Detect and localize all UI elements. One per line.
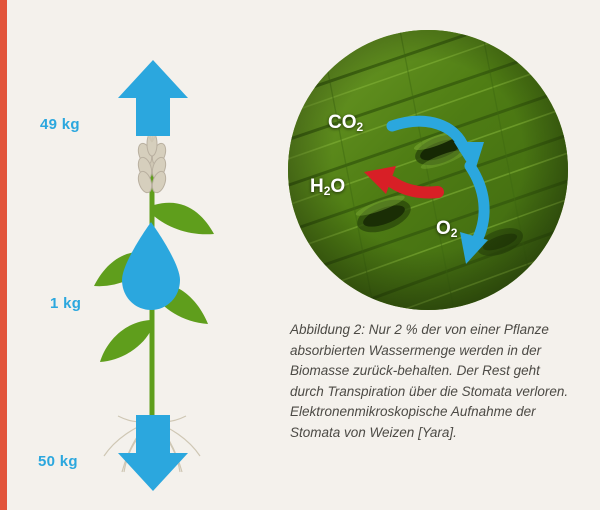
left-accent-bar <box>0 0 7 510</box>
figure-caption: Abbildung 2: Nur 2 % der von einer Pflanze absorbierten Wassermenge werden in der Biomasse zurück-behalten. Der Rest geht durch Transpiration über die Stomata verloren. Elektronenmikroskopische Aufnahme der Stomata von Weizen [Yara]. <box>290 322 569 440</box>
plant-water-balance-diagram <box>18 20 268 490</box>
label-o2 <box>436 218 457 240</box>
micrograph-image <box>288 30 568 310</box>
water-drop-icon <box>118 220 184 312</box>
h2o-text2: O <box>330 176 346 197</box>
label-uptake: 50 kg <box>38 453 78 470</box>
label-transpiration: 49 kg <box>40 116 80 133</box>
h2o-text: H <box>310 176 324 197</box>
label-biomass: 1 kg <box>50 295 82 312</box>
co2-sub: 2 <box>356 120 364 134</box>
o2-text: O <box>436 218 451 239</box>
arrow-down-icon <box>116 415 190 493</box>
arrow-up-icon <box>116 58 190 138</box>
label-co2 <box>328 112 363 134</box>
h2o-sub: 2 <box>323 184 331 198</box>
o2-sub: 2 <box>450 226 458 240</box>
stomata-micrograph <box>288 30 568 310</box>
label-h2o <box>310 176 345 198</box>
co2-text: CO <box>328 112 357 133</box>
